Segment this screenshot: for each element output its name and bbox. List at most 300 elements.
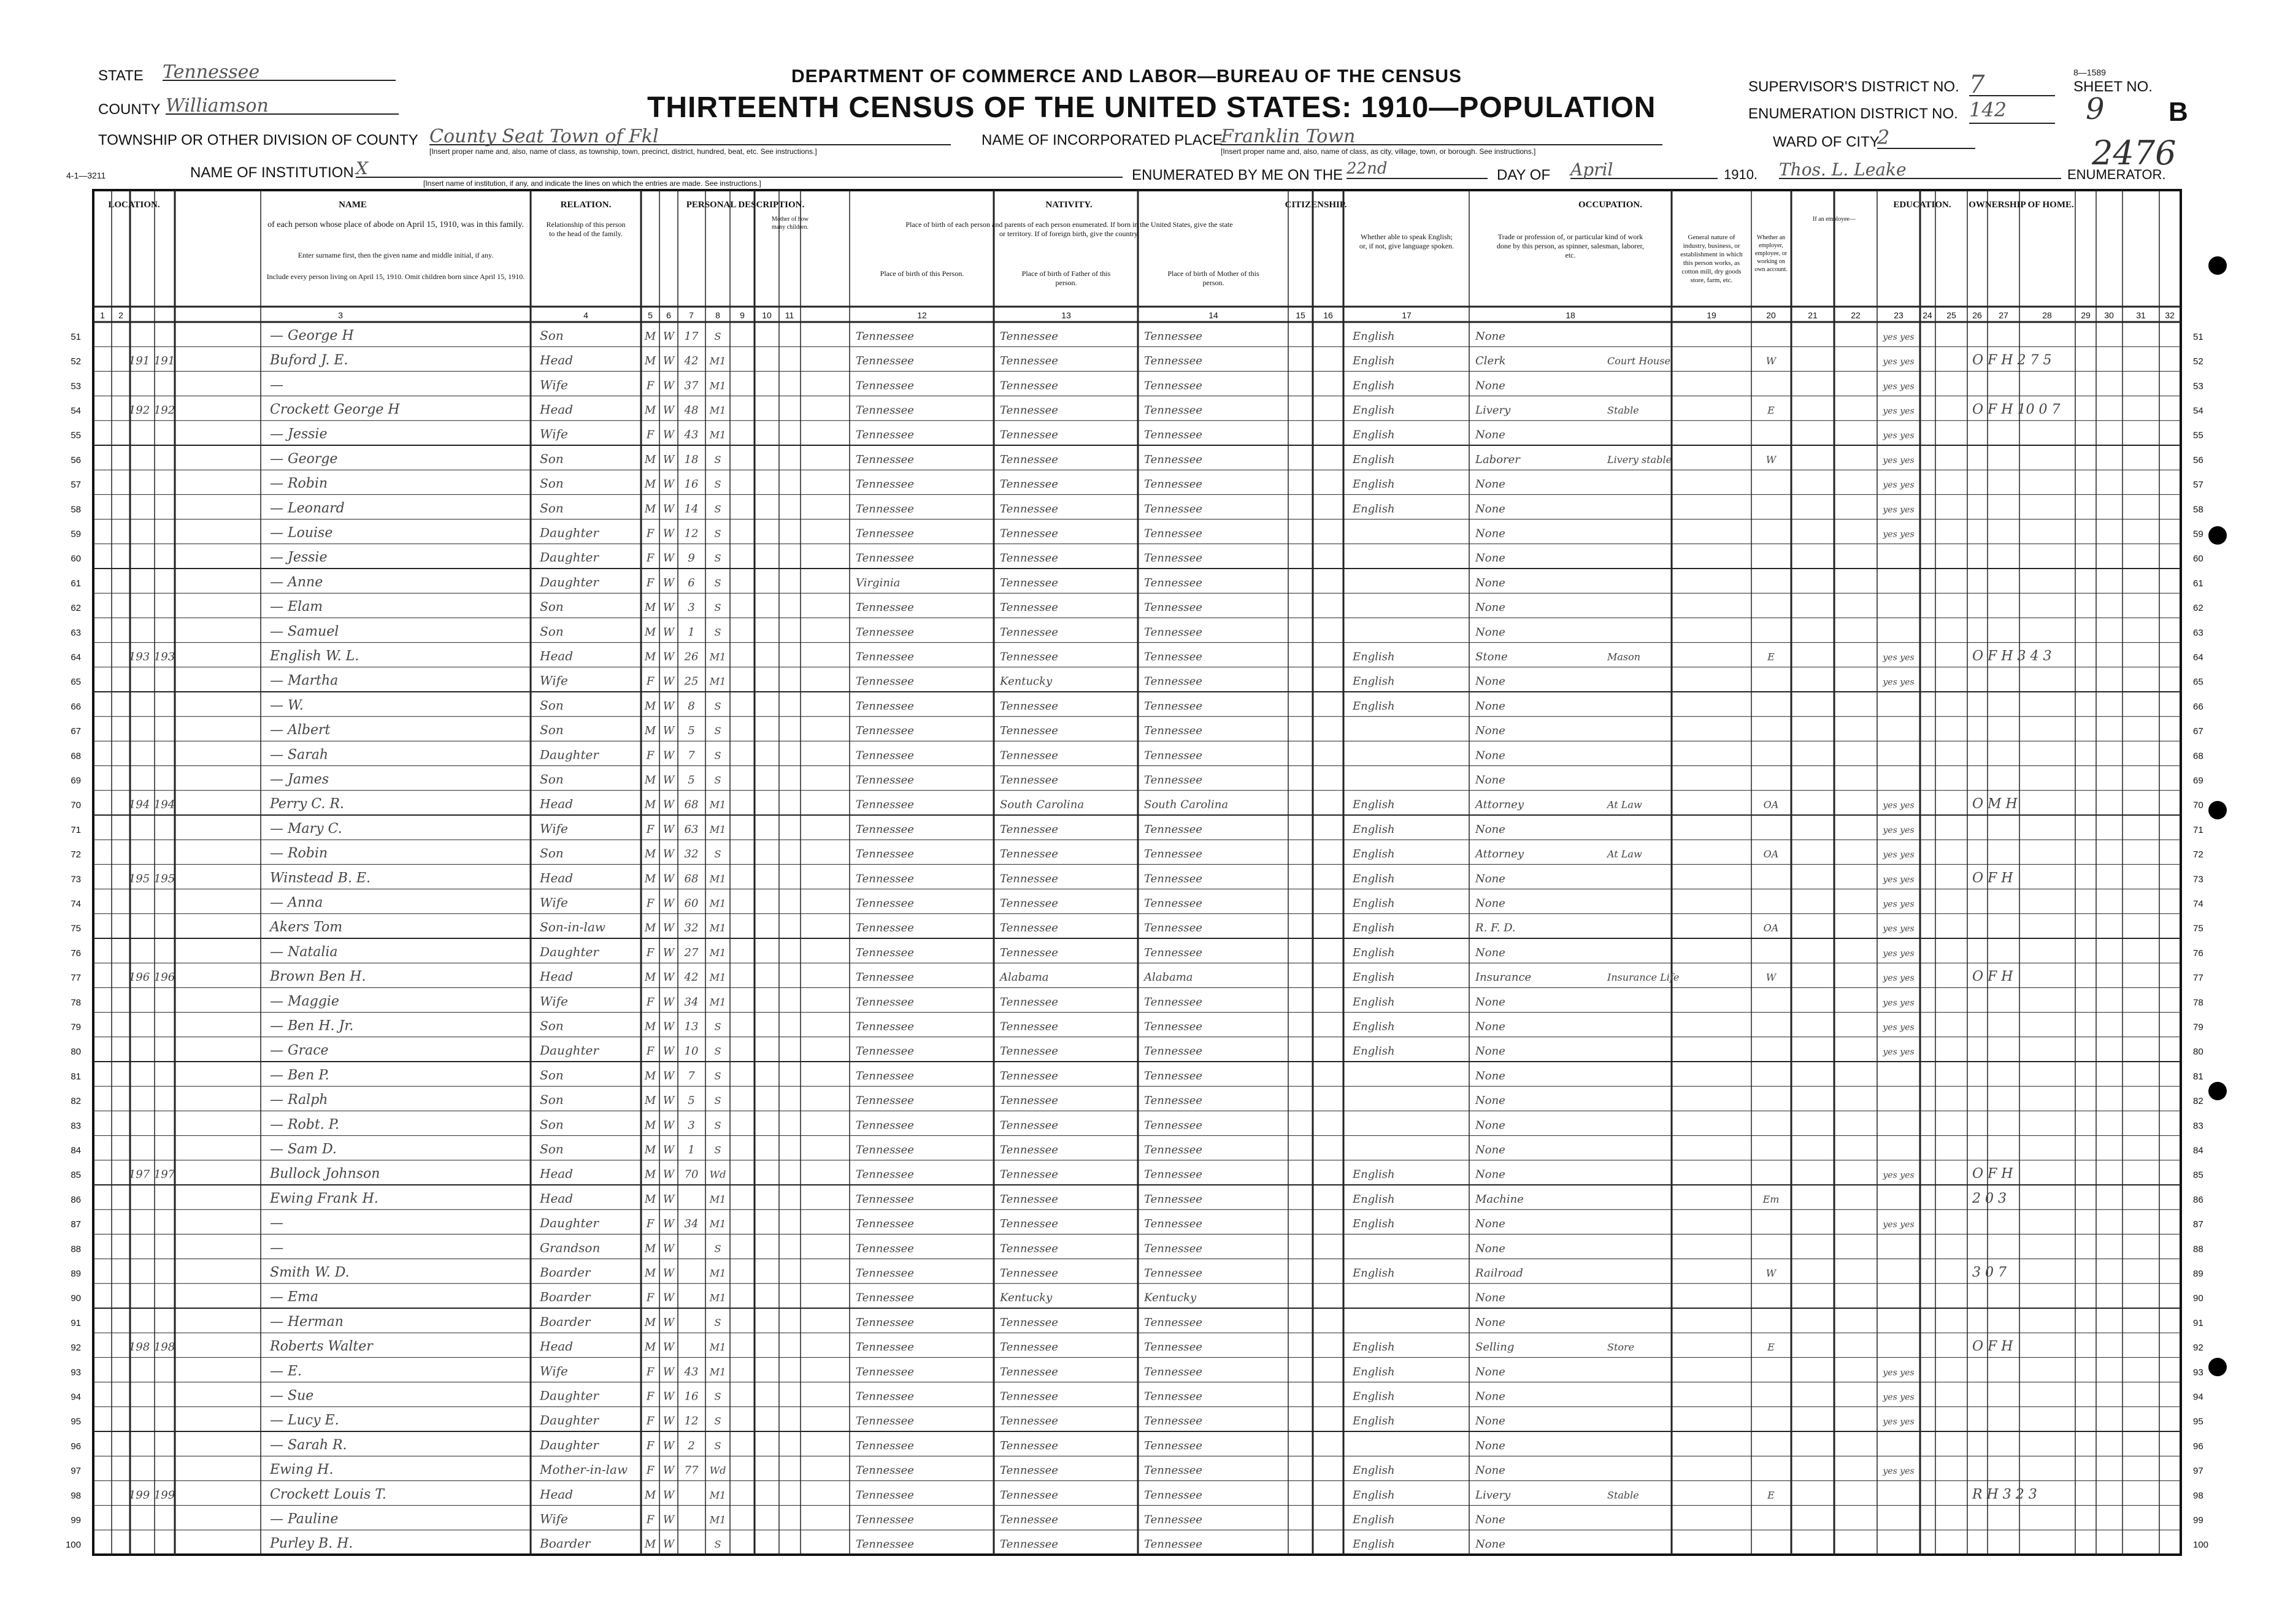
column-number: 12 <box>917 310 927 320</box>
handwritten-entry: W <box>663 453 675 466</box>
handwritten-entry: Tennessee <box>1000 601 1058 615</box>
handwritten-entry: 194 <box>153 798 175 811</box>
line-number: 55 <box>2193 430 2203 441</box>
handwritten-entry: None <box>1475 872 1505 886</box>
handwritten-entry: Tennessee <box>1144 822 1202 836</box>
handwritten-entry: M <box>644 699 656 713</box>
line-number: 53 <box>71 381 81 392</box>
handwritten-entry: yes yes <box>1883 653 1915 663</box>
line-number: 73 <box>71 874 81 885</box>
handwritten-entry: Tennessee <box>1144 551 1202 565</box>
handwritten-entry: M <box>644 1538 656 1551</box>
handwritten-entry: Tennessee <box>1144 848 1202 861</box>
handwritten-entry: Attorney <box>1475 848 1524 861</box>
handwritten-entry: 60 <box>684 897 699 910</box>
handwritten-entry: Son <box>540 722 564 738</box>
handwritten-entry: yes yes <box>1883 677 1915 688</box>
handwritten-entry: — Elam <box>270 599 323 615</box>
handwritten-entry: Tennessee <box>1000 1119 1058 1132</box>
department-line: DEPARTMENT OF COMMERCE AND LABOR—BUREAU OF THE CENSUS <box>791 66 1462 86</box>
handwritten-entry: None <box>1475 1020 1505 1033</box>
line-number: 60 <box>71 553 81 564</box>
handwritten-entry: Tennessee <box>856 478 914 491</box>
handwritten-entry: M <box>644 773 656 787</box>
line-number: 65 <box>71 676 81 688</box>
line-number: 64 <box>71 652 81 663</box>
form-number: 4-1—3211 <box>66 170 106 180</box>
handwritten-entry: Tennessee <box>856 404 914 417</box>
handwritten-entry: E <box>1767 404 1775 416</box>
line-number: 78 <box>2193 997 2203 1008</box>
handwritten-entry: 13 <box>684 1020 699 1033</box>
handwritten-entry: Boarder <box>540 1536 591 1551</box>
handwritten-entry: Tennessee <box>1000 502 1058 516</box>
handwritten-entry: F <box>646 379 655 393</box>
handwritten-entry: yes yes <box>1883 899 1915 910</box>
handwritten-entry: English <box>1353 1217 1395 1231</box>
handwritten-entry: 5 <box>688 724 695 738</box>
handwritten-entry: W <box>663 601 675 615</box>
handwritten-entry: Tennessee <box>856 749 914 762</box>
handwritten-entry: 26 <box>684 650 699 664</box>
enumerator-label: ENUMERATOR. <box>2067 167 2166 182</box>
handwritten-entry: South Carolina <box>1144 798 1229 811</box>
place-value: Franklin Town <box>1221 126 1662 145</box>
line-number: 96 <box>2193 1441 2203 1452</box>
handwritten-entry: W <box>663 848 675 861</box>
line-number: 94 <box>71 1392 81 1403</box>
handwritten-entry: Head <box>540 796 574 811</box>
handwritten-entry: 48 <box>684 404 699 417</box>
handwritten-entry: Tennessee <box>1000 576 1058 589</box>
column-number: 7 <box>689 310 694 320</box>
handwritten-entry: — Jessie <box>270 550 328 565</box>
handwritten-entry: Tennessee <box>1144 1242 1202 1255</box>
handwritten-entry: W <box>663 995 675 1009</box>
column-number: 23 <box>1894 310 1904 320</box>
handwritten-entry: — Sam D. <box>270 1141 337 1157</box>
header-text: Enter surname first, then the given name and middle initial, if any. <box>298 251 494 259</box>
handwritten-entry: Tennessee <box>1000 1538 1058 1551</box>
column-number: 4 <box>583 310 588 320</box>
handwritten-entry: Tennessee <box>1000 1341 1058 1354</box>
handwritten-entry: — Robt. P. <box>270 1117 340 1133</box>
handwritten-entry: 5 <box>688 1094 695 1108</box>
handwritten-entry: Tennessee <box>1000 897 1058 910</box>
handwritten-entry: — W. <box>270 697 304 713</box>
handwritten-entry: Head <box>540 1166 574 1181</box>
header-text: establishment in which <box>1680 251 1743 258</box>
line-number: 71 <box>2193 824 2203 835</box>
handwritten-entry: Tennessee <box>856 1069 914 1082</box>
handwritten-entry: 197 <box>153 1168 175 1181</box>
handwritten-entry: Tennessee <box>1144 872 1202 886</box>
handwritten-entry: Daughter <box>540 550 599 565</box>
handwritten-entry: 2 <box>688 1439 695 1452</box>
header-text: etc. <box>1565 251 1576 259</box>
header-text: or, if not, give language spoken. <box>1359 242 1454 250</box>
line-number: 85 <box>2193 1170 2203 1181</box>
handwritten-entry: Tennessee <box>1144 379 1202 393</box>
handwritten-entry: 1 <box>688 1143 695 1157</box>
handwritten-entry: Son <box>540 624 564 639</box>
line-number: 58 <box>71 504 81 515</box>
header-text: Trade or profession of, or particular kind of work <box>1497 232 1643 241</box>
handwritten-entry: — Ralph <box>270 1092 328 1108</box>
handwritten-entry: W <box>663 551 675 565</box>
handwritten-entry: Son <box>540 1141 564 1157</box>
line-number: 82 <box>2193 1096 2203 1107</box>
handwritten-entry: M <box>644 1266 656 1280</box>
handwritten-entry: Tennessee <box>1000 848 1058 861</box>
handwritten-entry: Son <box>540 1018 564 1033</box>
handwritten-entry: Wife <box>540 426 568 442</box>
column-number: 25 <box>1946 310 1956 320</box>
handwritten-entry: yes yes <box>1883 998 1915 1008</box>
handwritten-entry: English <box>1353 1341 1395 1354</box>
handwritten-entry: F <box>646 1464 655 1477</box>
institution-note: [Insert name of institution, if any, and indicate the lines on which the entries are made. See instructions.] <box>423 179 761 188</box>
line-number: 83 <box>71 1120 81 1132</box>
sheet-label: SHEET NO. <box>2073 79 2153 95</box>
line-number: 100 <box>65 1539 81 1550</box>
section-heading: OWNERSHIP OF HOME. <box>1969 200 2074 210</box>
section-heading: RELATION. <box>560 200 612 210</box>
handwritten-entry: S <box>714 330 721 342</box>
handwritten-entry: F <box>646 1439 655 1452</box>
handwritten-entry: M1 <box>709 971 726 984</box>
column-number: 20 <box>1766 310 1776 320</box>
handwritten-entry: M1 <box>709 355 726 367</box>
handwritten-entry: 32 <box>684 921 699 935</box>
handwritten-entry: Tennessee <box>1000 946 1058 959</box>
handwritten-entry: O F H 3 4 3 <box>1972 648 2052 664</box>
handwritten-entry: Boarder <box>540 1289 591 1304</box>
line-number: 75 <box>71 923 81 934</box>
handwritten-entry: None <box>1475 502 1505 516</box>
line-number: 59 <box>2193 529 2203 540</box>
handwritten-entry: Son <box>540 1117 564 1132</box>
handwritten-entry: None <box>1475 551 1505 565</box>
handwritten-entry: Tennessee <box>1144 1513 1202 1526</box>
header-text: industry, business, or <box>1683 242 1740 250</box>
handwritten-entry: Tennessee <box>856 675 914 688</box>
handwritten-entry: F <box>646 1390 655 1403</box>
handwritten-entry: yes yes <box>1883 1047 1915 1057</box>
handwritten-entry: Tennessee <box>856 1316 914 1329</box>
handwritten-entry: Daughter <box>540 525 599 540</box>
handwritten-entry: Court House <box>1607 355 1670 367</box>
handwritten-entry: W <box>663 1020 675 1033</box>
handwritten-entry: Roberts Walter <box>270 1339 373 1355</box>
line-number: 52 <box>71 356 81 367</box>
handwritten-entry: Tennessee <box>1000 1266 1058 1280</box>
handwritten-entry: yes yes <box>1883 505 1915 515</box>
handwritten-entry: — Louise <box>270 525 333 541</box>
handwritten-entry: Tennessee <box>1144 1266 1202 1280</box>
handwritten-entry: O F H 2 7 5 <box>1972 353 2052 369</box>
handwritten-entry: W <box>663 329 675 343</box>
handwritten-entry: 10 <box>684 1044 699 1058</box>
line-number: 89 <box>2193 1268 2203 1279</box>
line-number: 86 <box>2193 1194 2203 1205</box>
line-number: 62 <box>2193 603 2203 614</box>
line-number: 85 <box>71 1170 81 1181</box>
handwritten-entry: Tennessee <box>1144 626 1202 639</box>
handwritten-entry: Tennessee <box>856 699 914 713</box>
handwritten-entry: Son <box>540 697 564 713</box>
handwritten-entry: M <box>644 1341 656 1354</box>
line-number: 58 <box>2193 504 2203 515</box>
handwritten-entry: Tennessee <box>856 1365 914 1379</box>
handwritten-entry: 32 <box>684 848 699 861</box>
line-number: 79 <box>2193 1022 2203 1033</box>
handwritten-entry: Attorney <box>1475 798 1524 811</box>
handwritten-entry: Tennessee <box>856 724 914 738</box>
line-number: 88 <box>2193 1244 2203 1255</box>
sheet-number: 9 <box>2086 92 2105 126</box>
handwritten-entry: None <box>1475 946 1505 959</box>
handwritten-entry: — James <box>270 772 329 787</box>
handwritten-entry: Tennessee <box>856 1119 914 1132</box>
handwritten-entry: M1 <box>709 1267 726 1279</box>
handwritten-entry: — Herman <box>270 1314 344 1330</box>
line-number: 69 <box>2193 775 2203 786</box>
handwritten-entry: — Sarah R. <box>270 1437 347 1453</box>
handwritten-entry: None <box>1475 1513 1505 1526</box>
section-heading: CITIZENSHIP. <box>1285 200 1347 210</box>
handwritten-entry: — <box>270 1240 283 1256</box>
line-number: 66 <box>71 701 81 712</box>
handwritten-entry: M <box>644 1242 656 1255</box>
handwritten-entry: 193 <box>128 650 150 664</box>
handwritten-entry: None <box>1475 749 1505 762</box>
handwritten-entry: Tennessee <box>1144 946 1202 959</box>
handwritten-entry: English <box>1353 379 1395 393</box>
handwritten-entry: Daughter <box>540 1216 599 1231</box>
handwritten-entry: None <box>1475 1538 1505 1551</box>
section-heading: NAME <box>339 200 367 210</box>
handwritten-entry: M1 <box>709 1292 726 1304</box>
line-number: 78 <box>71 997 81 1008</box>
handwritten-entry: Tennessee <box>1144 1464 1202 1477</box>
handwritten-entry: None <box>1475 1291 1505 1304</box>
handwritten-entry: Daughter <box>540 1388 599 1403</box>
handwritten-entry: Wife <box>540 821 568 836</box>
handwritten-entry: 9 <box>688 551 695 565</box>
handwritten-entry: M <box>644 1143 656 1157</box>
handwritten-entry: English <box>1353 453 1395 466</box>
handwritten-entry: W <box>663 1044 675 1058</box>
line-number: 60 <box>2193 553 2203 564</box>
header-text: Place of birth of this Person. <box>880 269 964 278</box>
handwritten-entry: Son <box>540 500 564 516</box>
handwritten-entry: Head <box>540 969 574 984</box>
handwritten-entry: Tennessee <box>1000 1143 1058 1157</box>
handwritten-entry: W <box>663 1488 675 1502</box>
handwritten-entry: Livery stable <box>1607 453 1672 465</box>
line-number: 56 <box>2193 454 2203 465</box>
handwritten-entry: Alabama <box>1144 971 1193 984</box>
line-number: 83 <box>2193 1120 2203 1132</box>
handwritten-entry: Tennessee <box>1000 379 1058 393</box>
handwritten-entry: S <box>714 1095 721 1107</box>
handwritten-entry: Laborer <box>1475 453 1520 466</box>
handwritten-entry: None <box>1475 773 1505 787</box>
handwritten-entry: W <box>663 699 675 713</box>
handwritten-entry: Tennessee <box>1000 1316 1058 1329</box>
handwritten-entry: Tennessee <box>1144 354 1202 368</box>
handwritten-entry: None <box>1475 626 1505 639</box>
state-label: STATE <box>98 67 144 84</box>
handwritten-entry: 43 <box>684 1365 699 1379</box>
handwritten-entry: Son <box>540 772 564 787</box>
handwritten-entry: Tennessee <box>1000 1094 1058 1108</box>
handwritten-entry: Stable <box>1607 1489 1639 1501</box>
handwritten-entry: yes yes <box>1883 948 1915 959</box>
handwritten-entry: S <box>714 478 721 491</box>
handwritten-entry: Tennessee <box>856 354 914 368</box>
line-number: 97 <box>2193 1466 2203 1477</box>
section-heading: EDUCATION. <box>1893 200 1951 210</box>
handwritten-entry: OA <box>1763 922 1779 934</box>
handwritten-entry: Tennessee <box>1144 921 1202 935</box>
handwritten-entry: None <box>1475 1143 1505 1157</box>
line-number: 72 <box>2193 849 2203 860</box>
line-number: 53 <box>2193 381 2203 392</box>
handwritten-entry: 34 <box>684 995 699 1009</box>
handwritten-entry: O F H <box>1972 1166 2013 1182</box>
column-number: 27 <box>1999 310 2008 320</box>
handwritten-entry: M <box>644 921 656 935</box>
handwritten-entry: Tennessee <box>1000 329 1058 343</box>
handwritten-entry: English <box>1353 1513 1395 1526</box>
handwritten-entry: Tennessee <box>856 1168 914 1181</box>
handwritten-entry: S <box>714 1070 721 1082</box>
line-number: 76 <box>71 948 81 959</box>
handwritten-entry: 68 <box>684 872 699 886</box>
handwritten-entry: English <box>1353 971 1395 984</box>
handwritten-entry: At Law <box>1607 799 1642 811</box>
handwritten-entry: Tennessee <box>856 897 914 910</box>
handwritten-entry: Tennessee <box>1144 404 1202 417</box>
handwritten-entry: M1 <box>709 922 726 934</box>
year-label: 1910. <box>1724 167 1758 182</box>
handwritten-entry: Tennessee <box>1144 601 1202 615</box>
handwritten-entry: W <box>1765 355 1777 367</box>
line-number: 99 <box>2193 1515 2203 1526</box>
section-heading: LOCATION. <box>108 200 160 210</box>
line-number: 69 <box>71 775 81 786</box>
handwritten-entry: W <box>1765 453 1777 465</box>
line-number: 92 <box>71 1342 81 1354</box>
handwritten-entry: S <box>714 503 721 515</box>
handwritten-entry: 5 <box>688 773 695 787</box>
handwritten-entry: Tennessee <box>1144 1119 1202 1132</box>
handwritten-entry: S <box>714 602 721 614</box>
column-number: 14 <box>1208 310 1218 320</box>
line-number: 90 <box>2193 1293 2203 1304</box>
handwritten-entry: Machine <box>1475 1192 1524 1206</box>
handwritten-entry: W <box>663 1119 675 1132</box>
line-number: 89 <box>71 1268 81 1279</box>
handwritten-entry: yes yes <box>1883 825 1915 835</box>
handwritten-entry: Winstead B. E. <box>270 870 371 886</box>
line-number: 51 <box>71 331 81 342</box>
line-number: 52 <box>2193 356 2203 367</box>
handwritten-entry: Kentucky <box>1000 1291 1053 1304</box>
handwritten-entry: M <box>644 1094 656 1108</box>
handwritten-entry: English <box>1353 502 1395 516</box>
handwritten-entry: S <box>714 749 721 762</box>
handwritten-entry: Crockett George H <box>270 402 400 418</box>
handwritten-entry: None <box>1475 699 1505 713</box>
line-number: 57 <box>71 480 81 491</box>
handwritten-entry: Tennessee <box>1144 1488 1202 1502</box>
handwritten-entry: R. F. D. <box>1475 921 1516 935</box>
handwritten-entry: Tennessee <box>1000 527 1058 540</box>
header-text: Place of birth of each person and parents of each person enumerated. If born in the United States, give the state <box>905 220 1233 229</box>
header-text: store, farm, etc. <box>1690 277 1733 284</box>
header-text: employee, or <box>1754 250 1788 257</box>
handwritten-entry: 42 <box>684 354 699 368</box>
handwritten-entry: Tennessee <box>1000 478 1058 491</box>
handwritten-entry: Tennessee <box>856 1192 914 1206</box>
handwritten-entry: English <box>1353 1266 1395 1280</box>
handwritten-entry: Tennessee <box>856 1266 914 1280</box>
handwritten-entry: Tennessee <box>1144 699 1202 713</box>
handwritten-entry: F <box>646 995 655 1009</box>
handwritten-entry: Wife <box>540 895 568 910</box>
column-number: 17 <box>1402 310 1412 320</box>
handwritten-entry: Tennessee <box>856 601 914 615</box>
handwritten-entry: 14 <box>684 502 699 516</box>
handwritten-entry: Tennessee <box>1144 724 1202 738</box>
handwritten-entry: Tennessee <box>1000 626 1058 639</box>
handwritten-entry: Tennessee <box>856 995 914 1009</box>
header-text: Whether able to speak English; <box>1361 232 1453 241</box>
line-number: 76 <box>2193 948 2203 959</box>
handwritten-entry: English <box>1353 1390 1395 1403</box>
handwritten-entry: F <box>646 551 655 565</box>
handwritten-entry: None <box>1475 1365 1505 1379</box>
line-number: 81 <box>2193 1071 2203 1082</box>
line-number: 87 <box>71 1219 81 1230</box>
handwritten-entry: 3 0 7 <box>1972 1265 2007 1281</box>
handwritten-entry: English <box>1353 1538 1395 1551</box>
handwritten-entry: Tennessee <box>856 872 914 886</box>
handwritten-entry: English <box>1353 478 1395 491</box>
handwritten-entry: Son <box>540 1092 564 1108</box>
handwritten-entry: Wife <box>540 1511 568 1526</box>
handwritten-entry: Tennessee <box>1144 576 1202 589</box>
header-text: to the head of the family. <box>549 229 623 238</box>
handwritten-entry: yes yes <box>1883 381 1915 392</box>
line-number: 73 <box>2193 874 2203 885</box>
handwritten-entry: Tennessee <box>856 822 914 836</box>
line-number: 91 <box>71 1317 81 1328</box>
handwritten-entry: — <box>270 1216 283 1231</box>
line-number: 95 <box>71 1416 81 1427</box>
handwritten-entry: Son <box>540 327 564 343</box>
handwritten-entry: — Jessie <box>270 426 328 442</box>
handwritten-entry: — Sarah <box>270 747 328 763</box>
handwritten-entry: M <box>644 502 656 516</box>
handwritten-entry: 43 <box>684 428 699 442</box>
place-label: NAME OF INCORPORATED PLACE <box>982 132 1223 148</box>
column-number: 15 <box>1296 310 1305 320</box>
handwritten-entry: 199 <box>128 1488 150 1502</box>
